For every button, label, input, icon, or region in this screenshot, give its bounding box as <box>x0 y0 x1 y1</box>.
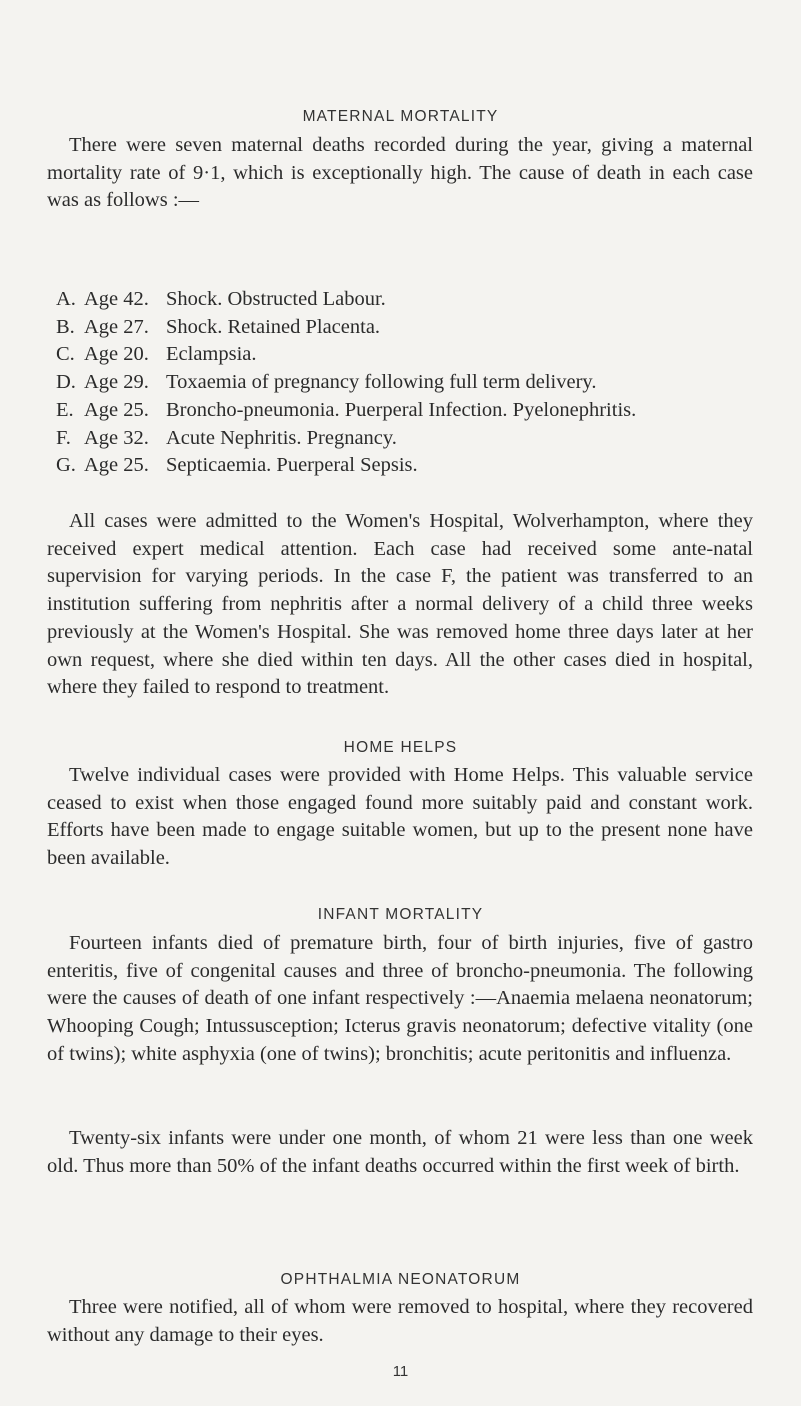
case-age: Age 27. <box>84 315 149 338</box>
case-cause: Acute Nephritis. Pregnancy. <box>166 426 397 449</box>
case-age: Age 25. <box>84 398 149 421</box>
case-row <box>56 314 756 342</box>
maternal-body-paragraph: All cases were admitted to the Women's Hospital, Wolverhampton, where they received expert medical attention. Each case had received some ante-natal supervision for varying periods. In the case F, the patient was transferred to an institution suffering from nephritis after a normal delivery of a child three weeks previously at the Women's Hospital. She was removed home three days later at her own request, where she died within ten days. All the other cases died in hospital, where they failed to respond to treatment. <box>47 510 753 699</box>
case-row <box>56 341 756 369</box>
case-cause: Toxaemia of pregnancy following full term delivery. <box>166 371 597 394</box>
case-row <box>56 425 756 453</box>
case-cause: Broncho-pneumonia. Puerperal Infection. Pyelonephritis. <box>166 398 637 421</box>
maternal-cases-list <box>56 286 756 480</box>
case-letter: A. <box>56 288 76 310</box>
ophthalmia-heading: OPHTHALMIA NEONATORUM <box>280 1271 521 1288</box>
infant-mortality-heading: INFANT MORTALITY <box>317 906 484 923</box>
ophthalmia-paragraph: Three were notified, all of whom were removed to hospital, where they recovered without any damage to their eyes. <box>47 1296 753 1346</box>
case-cause: Septicaemia. Puerperal Sepsis. <box>166 454 418 477</box>
case-age: Age 20. <box>84 343 149 366</box>
case-row <box>56 286 756 314</box>
case-letter: E. <box>56 398 74 421</box>
case-row <box>56 397 756 425</box>
case-age: Age 42. <box>84 288 149 310</box>
infant-mortality-paragraph-1: Fourteen infants died of premature birth, four of birth injuries, five of gastro enteritis, five of congenital causes and three of broncho-pneumonia. The following were the causes of death of one infant respectively :—Anaemia melaena neonatorum; Whooping Cough; Intussusception; Icterus gravis neonatorum; defective vitality (one of twins); white asphyxia (one of twins); bronchitis; acute peritonitis and influenza. <box>47 932 753 1065</box>
case-letter: G. <box>56 454 76 477</box>
case-letter: B. <box>56 315 75 338</box>
case-cause: Shock. Obstructed Labour. <box>166 288 386 310</box>
home-helps-paragraph: Twelve individual cases were provided with Home Helps. This valuable service ceased to exist when those engaged found more suitably paid and constant work. Efforts have been made to engage suitable women, but up to the present none have been available. <box>47 764 753 870</box>
maternal-intro-paragraph: There were seven maternal deaths recorded during the year, giving a maternal mortality rate of 9·1, which is exceptionally high. The cause of death in each case was as follows :— <box>47 134 753 212</box>
case-row <box>56 369 756 397</box>
case-cause: Eclampsia. <box>166 343 257 366</box>
case-letter: F. <box>56 426 71 449</box>
infant-mortality-paragraph-2: Twenty-six infants were under one month, of whom 21 were less than one week old. Thus more than 50% of the infant deaths occurred within the first week of birth. <box>47 1127 753 1177</box>
case-age: Age 25. <box>84 454 149 477</box>
case-age: Age 29. <box>84 371 149 394</box>
home-helps-heading: HOME HELPS <box>343 739 458 756</box>
case-age: Age 32. <box>84 426 149 449</box>
maternal-mortality-heading: MATERNAL MORTALITY <box>302 108 499 125</box>
page-number: 11 <box>392 1363 409 1380</box>
case-row <box>56 452 756 480</box>
case-letter: C. <box>56 343 75 366</box>
case-cause: Shock. Retained Placenta. <box>166 315 381 338</box>
case-letter: D. <box>56 371 76 394</box>
